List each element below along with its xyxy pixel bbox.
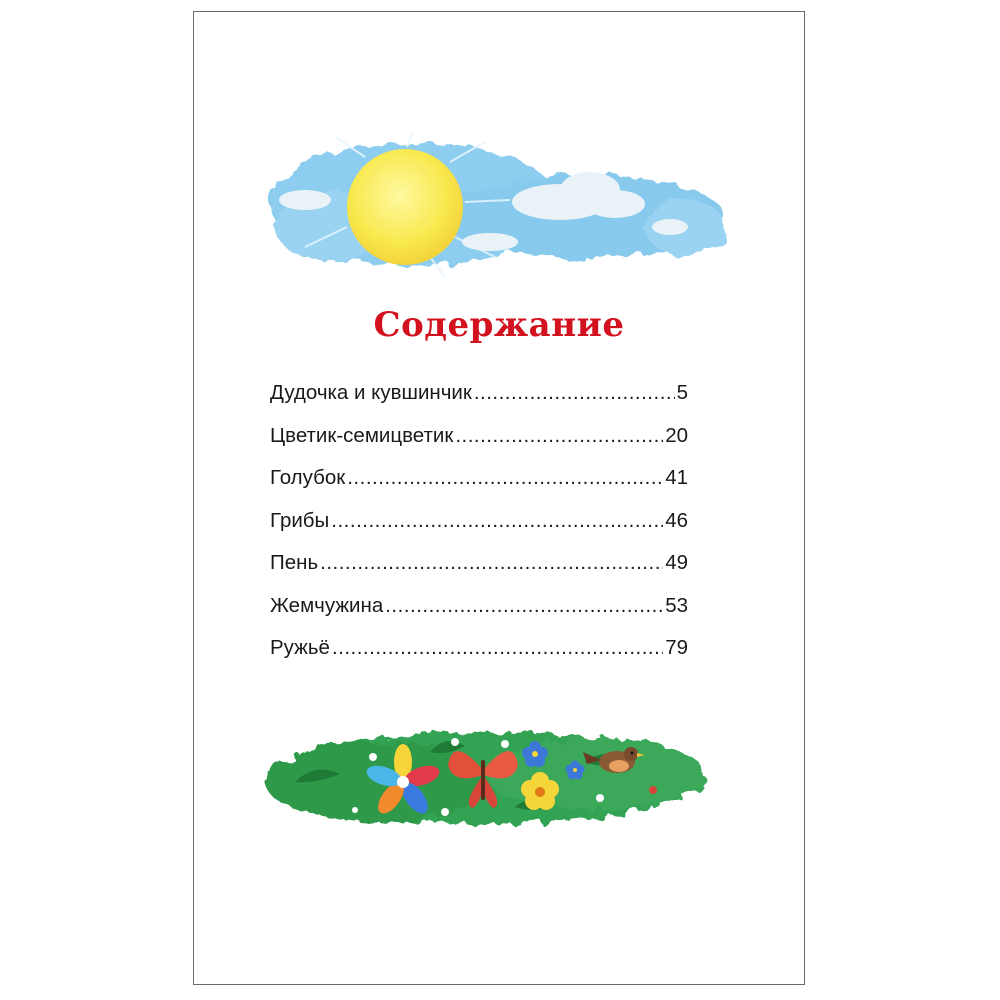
toc-leader-dots [385,585,663,628]
table-of-contents [270,372,688,670]
toc-entry[interactable] [270,415,688,458]
toc-leader-dots [455,415,663,458]
toc-leader-dots [332,627,663,670]
berry-icon [649,786,657,794]
toc-entry-page: 46 [665,508,688,532]
toc-entry-title: Дудочка и кувшинчик [270,381,472,404]
flowers-butterfly-bird-illustration [255,712,720,840]
toc-entry-page: 20 [665,423,688,447]
toc-entry-page: 5 [676,381,688,404]
toc-entry-page: 53 [665,593,688,617]
toc-entry[interactable] [270,372,688,415]
toc-leader-dots [474,372,675,415]
toc-entry-page: 79 [665,636,688,659]
toc-entry-title: Цветик-семицветик [270,423,454,447]
toc-entry[interactable] [270,585,688,628]
toc-leader-dots [320,542,663,585]
toc-entry-title: Пень [270,551,319,574]
sun-icon [347,149,463,265]
toc-entry-title: Голубок [270,466,346,489]
toc-entry[interactable] [270,457,688,500]
toc-entry[interactable] [270,542,688,585]
toc-entry-title: Грибы [270,508,330,532]
toc-entry-title: Ружьё [270,636,330,659]
toc-entry-page: 41 [665,466,688,489]
sun-and-clouds-illustration [265,132,730,280]
toc-entry-page: 49 [665,551,688,574]
toc-leader-dots [331,500,663,543]
toc-leader-dots [347,457,663,500]
toc-entry[interactable] [270,627,688,670]
toc-entry-title: Жемчужина [270,593,384,617]
page-title: Содержание [373,305,625,345]
toc-entry[interactable] [270,500,688,543]
